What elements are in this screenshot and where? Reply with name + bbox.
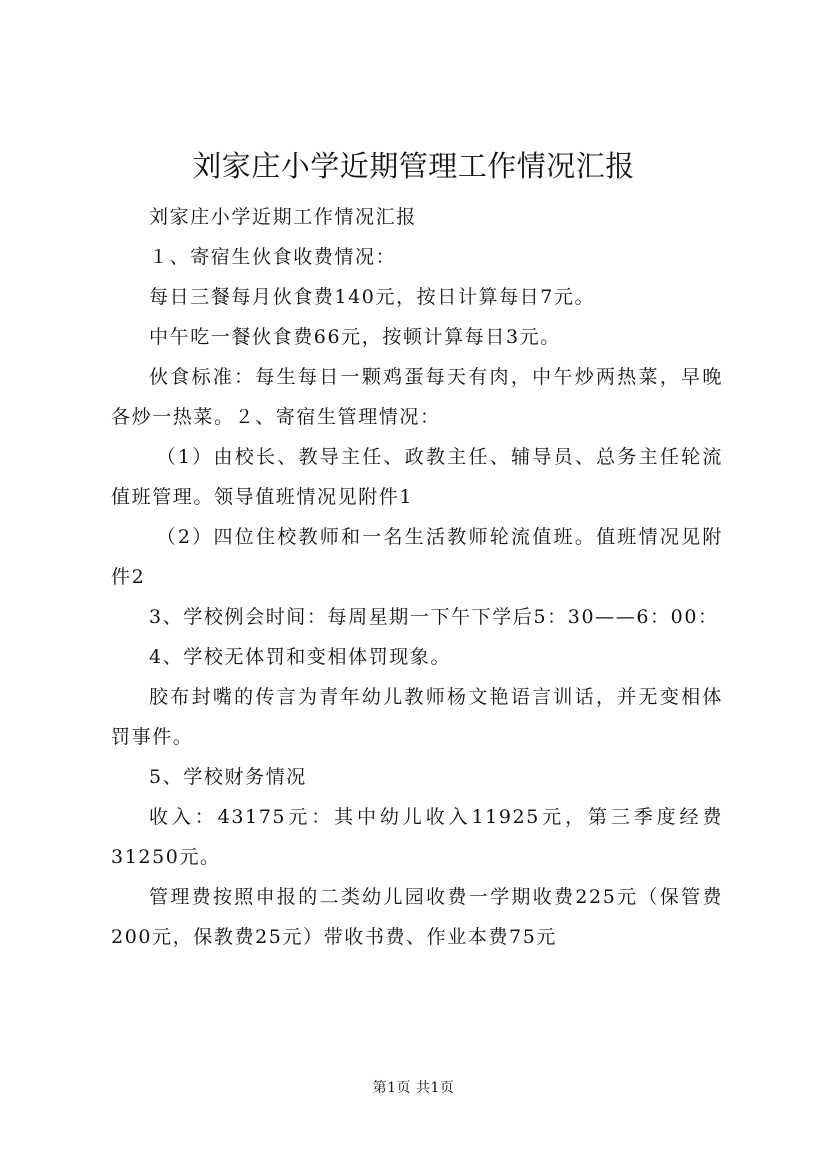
paragraph-section-3-meeting: 3、学校例会时间：每周星期一下午下学后5：30——6：00： <box>149 606 719 628</box>
paragraph-subtitle: 刘家庄小学近期工作情况汇报 <box>149 206 417 228</box>
paragraph-section-4-no-punishment: 4、学校无体罚和变相体罚现象。 <box>149 646 452 668</box>
paragraph-lunch-fee: 中午吃一餐伙食费66元，按顿计算每日3元。 <box>149 326 561 348</box>
paragraph-duty-leaders: （1）由校长、教导主任、政教主任、辅导员、总务主任轮流值班管理。领导值班情况见附件1 <box>111 446 723 508</box>
paragraph-income: 收入：43175元：其中幼儿收入11925元，第三季度经费31250元。 <box>111 806 723 868</box>
page-footer: 第1页 共1页 <box>372 1080 455 1096</box>
paragraph-section-5-finance: 5、学校财务情况 <box>149 766 307 788</box>
paragraph-rumor-clarification: 胶布封嘴的传言为青年幼儿教师杨文艳语言训话，并无变相体罚事件。 <box>111 686 723 748</box>
paragraph-duty-teachers: （2）四位住校教师和一名生活教师轮流值班。值班情况见附件2 <box>111 526 723 588</box>
document-title: 刘家庄小学近期管理工作情况汇报 <box>192 149 635 183</box>
paragraph-meal-standard: 伙食标准：每生每日一颗鸡蛋每天有肉，中午炒两热菜，早晚各炒一热菜。２、寄宿生管理情况： <box>111 366 723 428</box>
paragraph-section-1-heading: １、寄宿生伙食收费情况： <box>149 246 397 268</box>
paragraph-three-meals-fee: 每日三餐每月伙食费140元，按日计算每日7元。 <box>149 286 596 308</box>
paragraph-management-fee: 管理费按照申报的二类幼儿园收费一学期收费225元（保管费200元，保教费25元）带收书费、作业本费75元 <box>111 886 723 948</box>
document-body <box>111 197 723 957</box>
